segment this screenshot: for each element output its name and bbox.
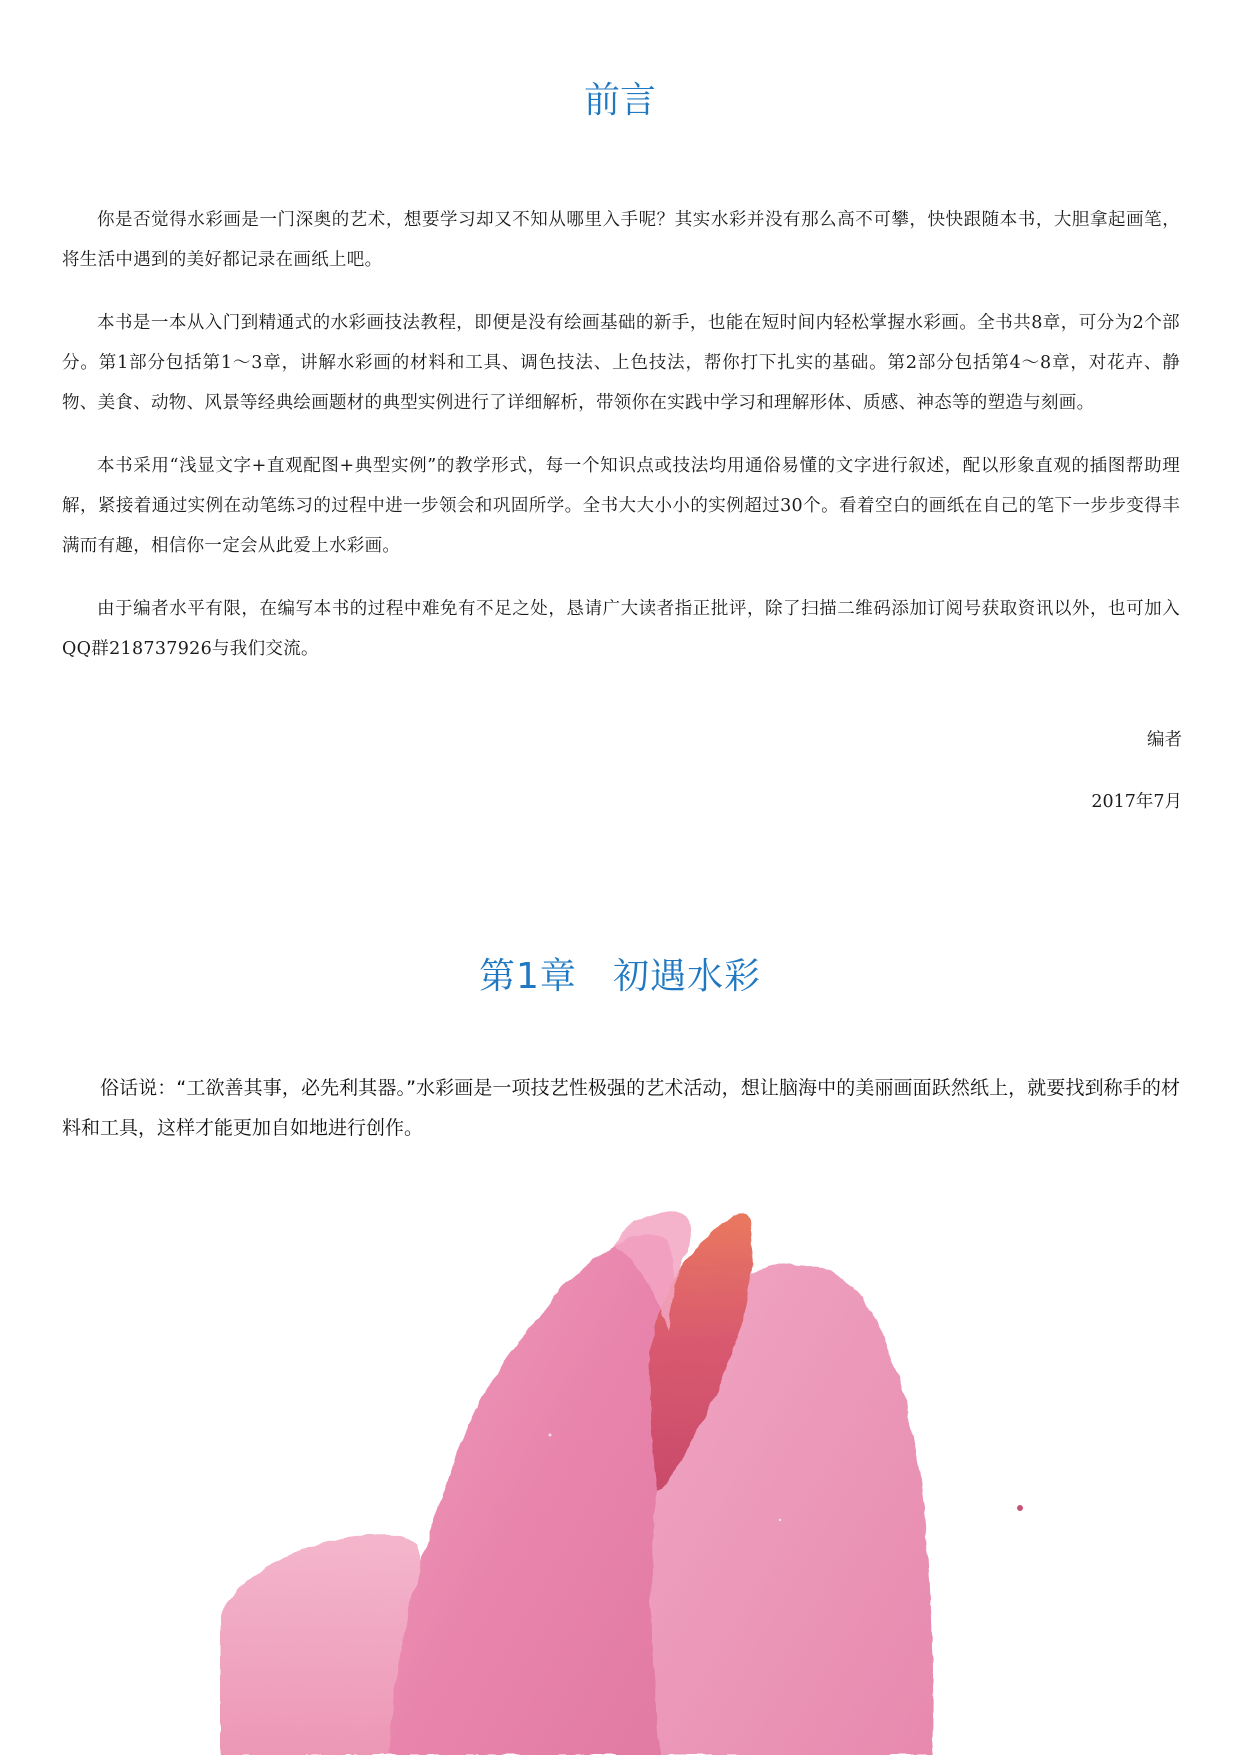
chapter-intro: 俗话说：“工欲善其事，必先利其器。”水彩画是一项技艺性极强的艺术活动，想让脑海中的美丽画面跃然纸上，就要找到称手的材料和工具，这样才能更加自如地进行创作。 bbox=[62, 1077, 1180, 1139]
preface-paragraph: 本书是一本从入门到精通式的水彩画技法教程，即便是没有绘画基础的新手，也能在短时间内轻松掌握水彩画。全书共8章，可分为2个部分。第1部分包括第1～3章，讲解水彩画的材料和工具、调色技法、上色技法，帮你打下扎实的基础。第2部分包括第4～8章，对花卉、静物、美食、动物、风景等经典绘画题材的典型实例进行了详细解析，带领你在实践中学习和理解形体、质感、神态等的塑造与刻画。 bbox=[62, 313, 1180, 413]
paint-speck bbox=[549, 1434, 552, 1437]
chapter-name: 初遇水彩 bbox=[612, 956, 761, 997]
preface-body bbox=[62, 200, 1180, 692]
chapter-title bbox=[0, 948, 1240, 999]
preface-paragraph: 你是否觉得水彩画是一门深奥的艺术，想要学习却又不知从哪里入手呢？其实水彩并没有那么高不可攀，快快跟随本书，大胆拿起画笔，将生活中遇到的美好都记录在画纸上吧。 bbox=[62, 210, 1180, 270]
preface-title: 前言 bbox=[583, 80, 656, 121]
watercolor-petal-illustration bbox=[220, 1190, 1080, 1755]
paint-speck bbox=[1017, 1505, 1023, 1511]
chapter-number: 第1章 bbox=[479, 956, 577, 997]
preface-paragraph: 由于编者水平有限，在编写本书的过程中难免有不足之处，恳请广大读者指正批评，除了扫描二维码添加订阅号获取资讯以外，也可加入QQ群218737926与我们交流。 bbox=[62, 599, 1180, 659]
petal-middle bbox=[388, 1234, 674, 1755]
paint-speck bbox=[779, 1519, 781, 1521]
preface-signature: 编者 bbox=[1147, 730, 1182, 750]
preface-paragraph: 本书采用“浅显文字+直观配图+典型实例”的教学形式，每一个知识点或技法均用通俗易懂的文字进行叙述，配以形象直观的插图帮助理解，紧接着通过实例在动笔练习的过程中进一步领会和巩固所学。全书大大小小的实例超过30个。看着空白的画纸在自己的笔下一步步变得丰满而有趣，相信你一定会从此爱上水彩画。 bbox=[62, 456, 1180, 556]
preface-date: 2017年7月 bbox=[1091, 792, 1182, 812]
petal-shapes bbox=[220, 1212, 933, 1755]
